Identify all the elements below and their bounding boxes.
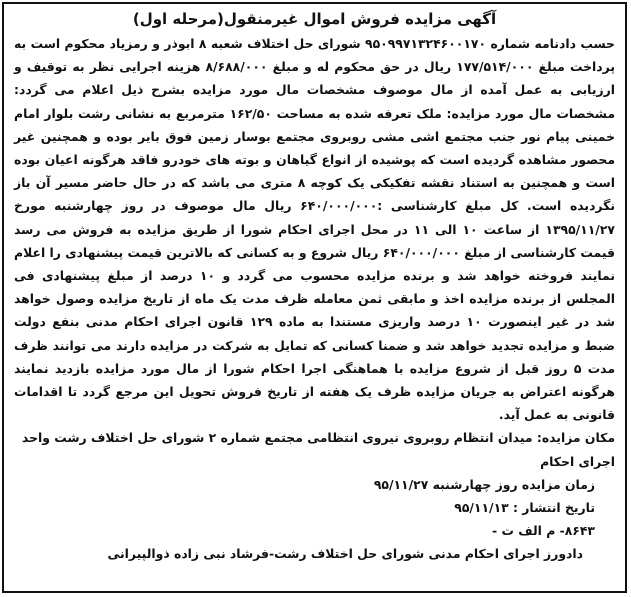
auction-location: مکان مزایده: میدان انتظام روبروی نیروی انتظامی مجتمع شماره ۲ شورای حل اختلاف رشت واحد اجرای احکام (21, 430, 615, 469)
signature-line: دادورز اجرای احکام مدنی شورای حل اختلاف رشت-فرشاد نبی زاده ذوالپیرانی (107, 546, 583, 562)
auction-notice (2, 2, 627, 593)
notice-title: آگهی مزایده فروش اموال غیرمنقول(مرحله اول) (132, 10, 497, 28)
reference-code: ۸۶۴۳- م الف ت - (492, 523, 595, 539)
auction-time: زمان مزایده روز چهارشنبه ۹۵/۱۱/۲۷ (373, 476, 595, 492)
publish-date: تاریخ انتشار : ۹۵/۱۱/۱۳ (454, 500, 595, 516)
notice-body: حسب دادنامه شماره ۹۵۰۹۹۷۱۳۲۴۶۰۰۱۷۰ شورای حل اختلاف شعبه ۸ ابوذر و رمزیاد محکوم است به پرداخت مبلغ ۱۷۷/۵۱۴/۰۰۰ ریال در حق محکوم له و مبلغ ۸/۶۸۸/۰۰۰ هزینه اجرایی نظر به توقیف و ارزیابی به عمل آمده از مال موصوف مشخصات مال مورد مزایده بشرح ذیل اعلام می گردد: مشخصات مال مورد مزایده: ملک تعرفه شده به مساحت ۱۶۲/۵۰ مترمربع به نشانی رشت بلوار امام خمینی پیام نور جنب مجتمع اشی مشی روبروی مجتمع بوسار زمین فوق بایر بوده و همچنین غیر محصور مشاهده گردیده است که پوشیده از انواع گیاهان و بوته های خودرو فاقد هرگونه اعیان بوده است و همچنین به استناد نقشه تفکیکی یک کوچه ۸ متری می باشد که در حال حاضر مسیر آن باز نگردیده است. کل مبلغ کارشناسی :۶۴۰/۰۰۰/۰۰۰ ریال مال موصوف در روز چهارشنبه مورخ ۱۳۹۵/۱۱/۲۷ از ساعت ۱۰ الی ۱۱ در محل اجرای احکام شورا از طریق مزایده به فروش می رسد قیمت کارشناسی از مبلغ ۶۴۰/۰۰۰/۰۰۰ ریال شروع و به کسانی که بالاترین قیمت پیشنهادی را اعلام نمایند فروخته خواهد شد و برنده مزایده محسوب می گردد و ۱۰ درصد از مبلغ پیشنهادی فی المجلس از برنده مزایده اخذ و مابقی ثمن معامله ظرف مدت یک ماه از تاریخ مزایده وصول خواهد شد در غیر اینصورت ۱۰ درصد واریزی مستندا به ماده ۱۲۹ قانون اجرای احکام مدنی بنفع دولت ضبط و مزایده تجدید خواهد شد و ضمنا کسانی که تمایل به شرکت در مزایده دارند می توانند ظرف مدت ۵ روز قبل از شروع مزایده با هماهنگی اجرا احکام شورا از مال مورد مزایده بازدید نمایند هرگونه اعتراض به جریان مزایده ظرف یک هفته از تاریخ فروش تحویل این مرجع گردد تا اقدامات قانونی به عمل آید. (14, 36, 616, 423)
